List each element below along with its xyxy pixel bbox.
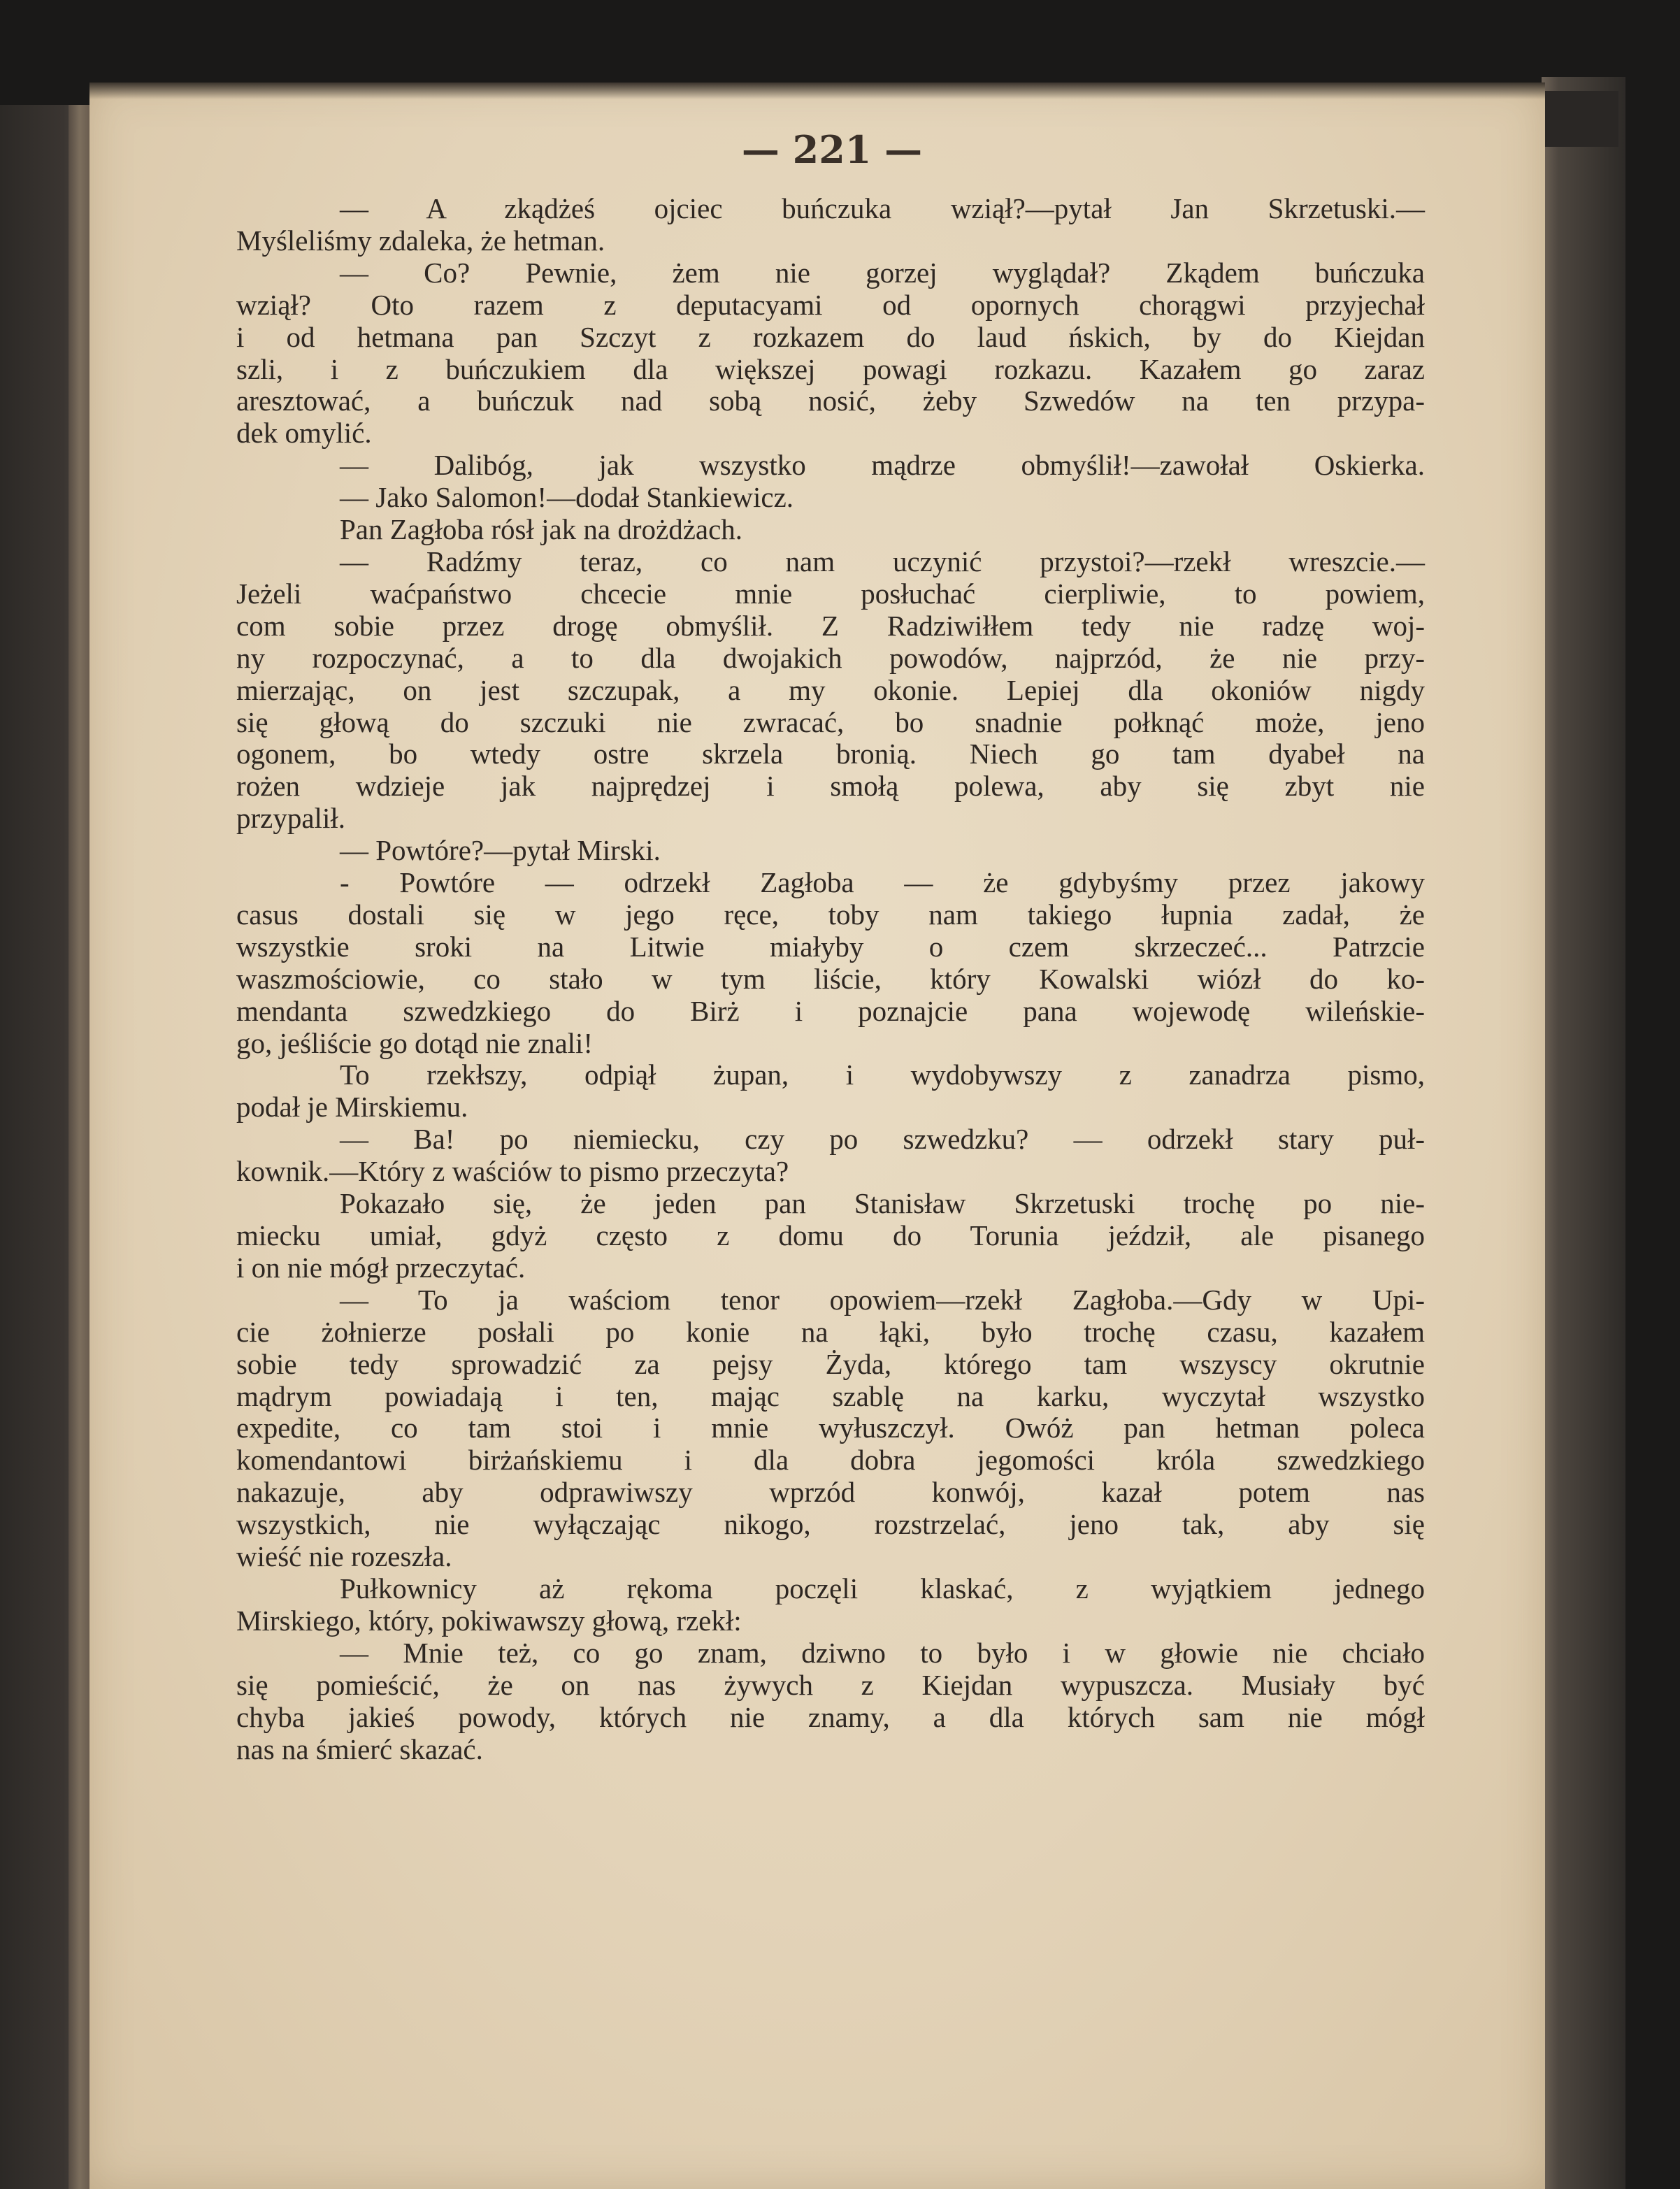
text-line: expedite, co tam stoi i mnie wyłuszczył. Owóż pan hetman poleca — [236, 1412, 1425, 1444]
text-line: nakazuje, aby odprawiwszy wprzód konwój, kazał potem nas — [236, 1476, 1425, 1509]
text-line: chyba jakieś powody, których nie znamy, a dla których sam nie mógł — [236, 1700, 1425, 1733]
text-line: dek omylić. — [236, 417, 372, 450]
text-line: Pułkownicy aż rękoma poczęli klaskać, z wyjątkiem jednego — [340, 1572, 1425, 1605]
text-line: — To ja waściom tenor opowiem—rzekł Zagłoba.—Gdy w Upi- — [340, 1283, 1425, 1316]
text-line: podał je Mirskiemu. — [236, 1091, 468, 1124]
page-text — [236, 193, 1425, 1765]
text-line: — A zkądżeś ojciec buńczuka wziął?—pytał Jan Skrzetuski.— — [340, 192, 1425, 224]
text-line: — Jako Salomon!—dodał Stankiewicz. — [340, 481, 794, 514]
text-line: - Powtóre — odrzekł Zagłoba — że gdybyśmy przez jakowy — [340, 866, 1425, 899]
text-line: się głową do szczuki nie zwracać, bo snadnie połknąć może, jeno — [236, 705, 1425, 738]
text-line: szli, i z buńczukiem dla większej powagi rozkazu. Kazałem go zaraz — [236, 352, 1425, 385]
text-line: i on nie mógł przeczytać. — [236, 1251, 526, 1284]
text-line: Pokazało się, że jeden pan Stanisław Skrzetuski trochę po nie- — [340, 1187, 1425, 1220]
left-page-edge — [69, 105, 91, 2189]
text-line: — Radźmy teraz, co nam uczynić przystoi?—rzekł wreszcie.— — [340, 545, 1425, 577]
text-line: go, jeśliście go dotąd nie znali! — [236, 1026, 594, 1059]
text-line: aresztować, a buńczuk nad sobą nosić, żeby Szwedów na ten przypa- — [236, 385, 1425, 417]
text-line: rożen wdzieje jak najprędzej i smołą polewa, aby się zbyt nie — [236, 770, 1425, 803]
text-line: To rzekłszy, odpiął żupan, i wydobywszy z zanadrza pismo, — [340, 1058, 1425, 1091]
text-line: wieść nie rozeszła. — [236, 1540, 452, 1573]
text-line: się pomieścić, że on nas żywych z Kiejdan wypuszcza. Musiały być — [236, 1668, 1425, 1701]
text-line: mendanta szwedzkiego do Birż i poznajcie pana wojewodę wileńskie- — [236, 994, 1425, 1027]
text-line: waszmościowie, co stało w tym liście, który Kowalski wiózł do ko- — [236, 962, 1425, 995]
text-line: ogonem, bo wtedy ostre skrzela bronią. Niech go tam dyabeł na — [236, 738, 1425, 770]
text-line: casus dostali się w jego ręce, toby nam takiego łupnia zadał, że — [236, 898, 1425, 931]
text-line: nas na śmierć skazać. — [236, 1732, 483, 1765]
text-line: przypalił. — [236, 802, 345, 835]
text-line: wszystkie sroki na Litwie miałyby o czem skrzeczeć... Patrzcie — [236, 930, 1425, 963]
text-line: Jeżeli waćpaństwo chcecie mnie posłuchać cierpliwie, to powiem, — [236, 577, 1425, 610]
text-line: Myśleliśmy zdaleka, że hetman. — [236, 224, 605, 257]
right-book-cover — [1542, 77, 1625, 2189]
page-number-header: — 221 — — [741, 127, 923, 172]
text-line: — Powtóre?—pytał Mirski. — [340, 834, 661, 867]
text-line: i od hetmana pan Szczyt z rozkazem do laud ńskich, by do Kiejdan — [236, 320, 1425, 353]
page-top-shadow — [89, 82, 1545, 99]
text-line: — Co? Pewnie, żem nie gorzej wyglądał? Zkądem buńczuka — [340, 256, 1425, 289]
text-line: Mirskiego, który, pokiwawszy głową, rzekł: — [236, 1604, 742, 1637]
text-line: — Ba! po niemiecku, czy po szwedzku? — odrzekł stary puł- — [340, 1123, 1425, 1156]
text-line: wszystkich, nie wyłączając nikogo, rozstrzelać, jeno tak, aby się — [236, 1508, 1425, 1541]
right-cover-band — [1542, 91, 1618, 147]
text-line: ny rozpoczynać, a to dla dwojakich powodów, najprzód, że nie przy- — [236, 641, 1425, 674]
text-line: wziął? Oto razem z deputacyami od opornych chorągwi przyjechał — [236, 288, 1425, 321]
text-line: komendantowi birżańskiemu i dla dobra jegomości króla szwedzkiego — [236, 1444, 1425, 1477]
text-line: sobie tedy sprowadzić za pejsy Żyda, którego tam wszyscy okrutnie — [236, 1347, 1425, 1380]
text-line: cie żołnierze posłali po konie na łąki, było trochę czasu, kazałem — [236, 1315, 1425, 1348]
text-line: mierzając, on jest szczupak, a my okonie. Lepiej dla okoniów nigdy — [236, 673, 1425, 706]
text-line: Pan Zagłoba rósł jak na drożdżach. — [340, 513, 743, 546]
text-line: kownik.—Który z waściów to pismo przeczyta? — [236, 1155, 789, 1188]
text-line: — Mnie też, co go znam, dziwno to było i w głowie nie chciało — [340, 1636, 1425, 1669]
text-line: mądrym powiadają i ten, mając szablę na karku, wyczytał wszystko — [236, 1379, 1425, 1412]
text-line: com sobie przez drogę obmyślił. Z Radziwiłłem tedy nie radzę woj- — [236, 609, 1425, 642]
text-line: miecku umiał, gdyż często z domu do Torunia jeździł, ale pisanego — [236, 1219, 1425, 1251]
text-line: — Dalibóg, jak wszystko mądrze obmyślił!—zawołał Oskierka. — [340, 449, 1425, 482]
